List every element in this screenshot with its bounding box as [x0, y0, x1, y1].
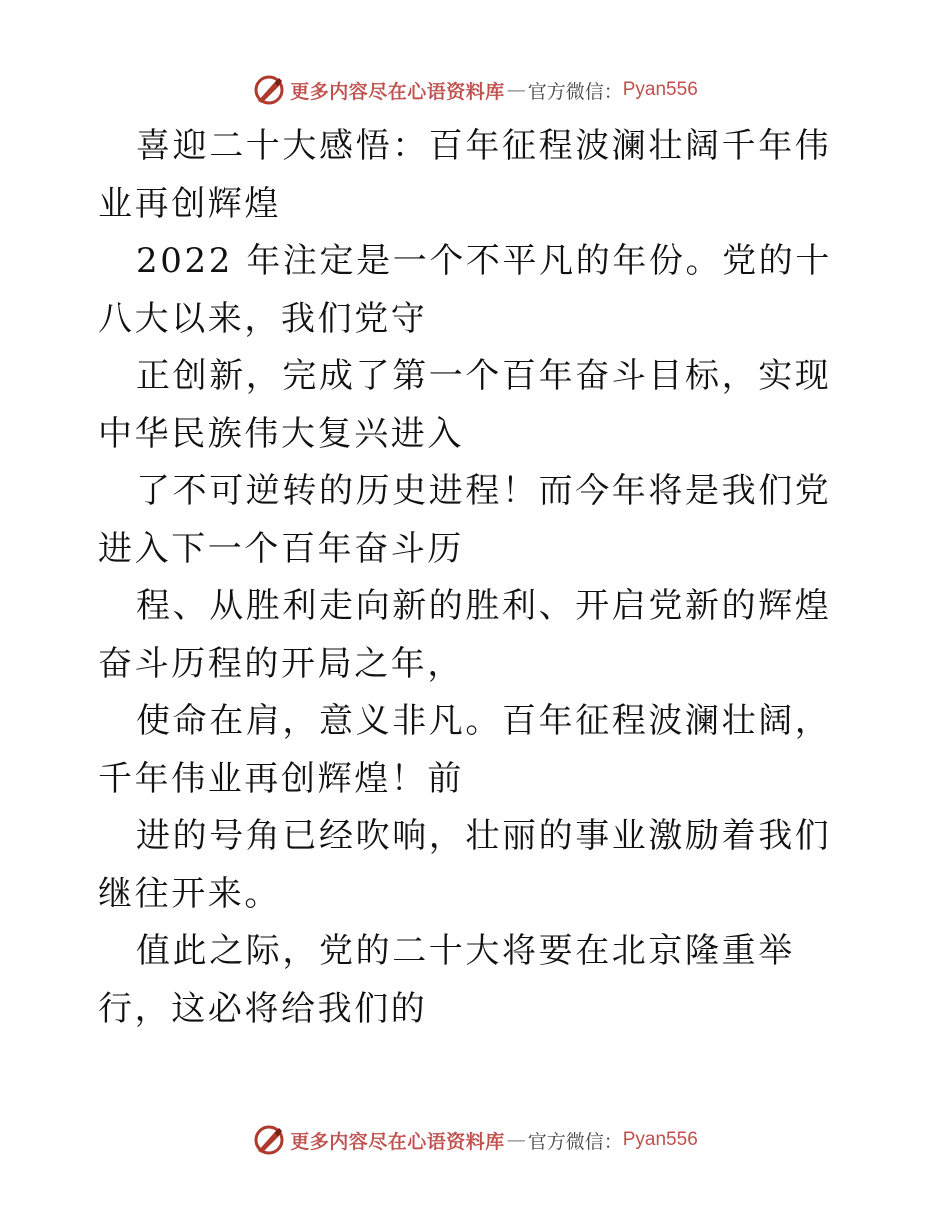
paragraph — [98, 808, 858, 923]
paragraph-line: 进的号角已经吹响，壮丽的事业激励着我们继往 — [98, 816, 832, 914]
paragraph-line: 值此之际，党的二十大将要在北京隆重举行，这 — [98, 931, 795, 1029]
paragraph-line: 喜迎二十大感悟：百年征程波澜壮阔千年伟业再 — [98, 126, 832, 224]
watermark-id: Pyan556 — [622, 1129, 698, 1150]
paragraph-line: 民族伟大复兴进入 — [171, 413, 465, 454]
paragraph — [98, 233, 858, 348]
footer-watermark — [0, 1120, 950, 1160]
paragraph-line: 伟业再创辉煌！前 — [171, 758, 465, 799]
document-body — [98, 118, 858, 1038]
paragraph-line: 开来。 — [171, 873, 282, 914]
paragraph-line: 程、从胜利走向新的胜利、开启党新的辉煌奋斗 — [98, 586, 832, 684]
watermark-dash: — — [506, 1129, 526, 1151]
paragraph — [98, 693, 858, 808]
paragraph — [98, 463, 858, 578]
header-watermark — [0, 70, 950, 110]
paragraph — [98, 348, 858, 463]
paragraph-line: 正创新，完成了第一个百年奋斗目标，实现中华 — [98, 356, 832, 454]
paragraph-line: 下一个百年奋斗历 — [171, 528, 465, 569]
pen-logo-icon — [252, 1123, 286, 1157]
watermark-id: Pyan556 — [622, 79, 698, 100]
paragraph-line: 历程的开局之年， — [171, 643, 465, 684]
paragraph-title — [98, 118, 858, 233]
watermark-sub-text: 官方微信： — [527, 80, 623, 103]
paragraph-line: 创辉煌 — [171, 183, 282, 224]
pen-logo-icon — [252, 73, 286, 107]
paragraph-line: 以来，我们党守 — [171, 298, 428, 339]
watermark-dash: — — [506, 79, 526, 101]
paragraph — [98, 923, 858, 1038]
paragraph-line: 2022 年注定是一个不平凡的年份。党的十八大 — [98, 241, 832, 339]
paragraph-line: 使命在肩，意义非凡。百年征程波澜壮阔，千年 — [98, 701, 832, 799]
watermark-main-text: 更多内容尽在心语资料库 — [290, 1130, 505, 1153]
watermark-main-text: 更多内容尽在心语资料库 — [290, 80, 505, 103]
paragraph — [98, 578, 858, 693]
paragraph-line: 必将给我们的 — [207, 988, 428, 1029]
paragraph-line: 了不可逆转的历史进程！而今年将是我们党进入 — [98, 471, 832, 569]
watermark-sub-text: 官方微信： — [527, 1130, 623, 1153]
